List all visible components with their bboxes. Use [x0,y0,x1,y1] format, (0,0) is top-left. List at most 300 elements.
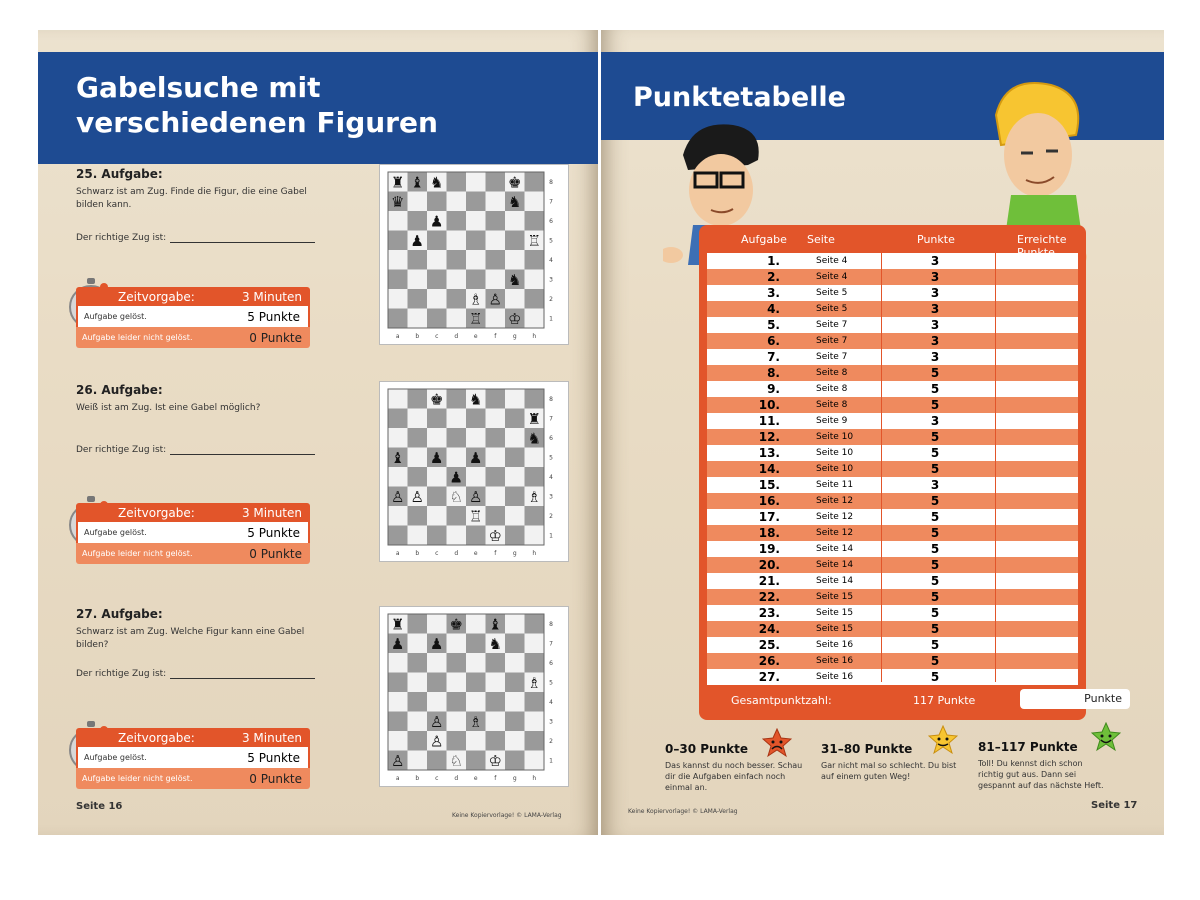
task-points: 3 [930,334,940,348]
file-label: g [512,550,517,557]
chess-piece-icon: ♞ [488,635,502,653]
chess-board-25 [379,164,569,345]
task-points: 5 [930,510,940,524]
board-square [388,409,408,429]
title-line-2: verschiedenen Figuren [76,106,438,139]
task-page: Seite 7 [816,352,848,362]
task-points: 5 [930,382,940,396]
board-square [466,692,486,712]
board-square [525,172,545,192]
task-points: 5 [930,670,940,684]
chess-piece-icon: ♜ [527,410,541,428]
task-page: Seite 5 [816,304,848,314]
task-page: Seite 10 [816,448,854,458]
task-points: 3 [930,286,940,300]
rank-label: 7 [549,640,553,648]
board-square [447,289,467,309]
task-page: Seite 5 [816,288,848,298]
rating-high [978,740,1108,791]
answer-line[interactable] [170,669,315,679]
rank-label: 2 [549,512,553,520]
board-square [388,270,408,290]
task-number: 13. [758,446,780,460]
task-page: Seite 4 [816,256,848,266]
board-square [388,428,408,448]
board-square [427,309,447,329]
board-square [505,467,525,487]
task-number: 21. [758,574,780,588]
achieved-total-field[interactable] [1020,689,1130,709]
board-square [408,250,428,270]
chess-piece-icon: ♗ [469,713,483,731]
board-square [447,712,467,732]
board-square [525,389,545,409]
table-row[interactable] [707,349,1078,365]
rating-range: 0–30 Punkte [665,742,748,756]
page-title: Punktetabelle [633,82,846,113]
board-square [408,270,428,290]
rank-label: 8 [549,178,553,186]
rank-label: 1 [549,757,553,765]
chess-piece-icon: ♚ [449,615,463,634]
unsolved-row[interactable] [76,768,310,789]
table-row[interactable] [707,445,1078,461]
timer-head [76,287,310,306]
board-square [447,409,467,429]
task-27 [76,607,346,652]
column-divider [995,253,996,682]
board-square [525,192,545,212]
board-square [427,487,447,507]
chess-piece-icon: ♟ [430,635,444,653]
rating-range: 31–80 Punkte [821,742,913,756]
board-grid [380,165,570,346]
chess-piece-icon: ♞ [508,271,522,289]
chess-piece-icon: ♙ [410,488,424,506]
table-row[interactable] [707,621,1078,637]
board-square [466,270,486,290]
board-square [408,506,428,526]
board-square [427,428,447,448]
board-square [408,692,428,712]
board-square [486,712,506,732]
task-points: 5 [930,606,940,620]
chess-piece-icon: ♝ [488,615,502,634]
board-square [447,231,467,251]
task-page: Seite 11 [816,480,854,490]
timer-value: 3 Minuten [241,505,302,520]
unsolved-label: Aufgabe leider nicht gelöst. [82,333,193,342]
task-number: 8. [767,366,780,380]
board-square [525,731,545,751]
board-square [408,289,428,309]
solved-row[interactable] [76,522,310,543]
score-rows [707,253,1078,685]
board-square [505,250,525,270]
task-points: 5 [930,526,940,540]
board-square [466,731,486,751]
unsolved-row[interactable] [76,543,310,564]
rank-label: 7 [549,198,553,206]
task-number: 26. [758,654,780,668]
task-26 [76,383,346,415]
answer-line[interactable] [170,445,315,455]
board-square [388,231,408,251]
page-number: Seite 16 [76,801,123,812]
board-square [388,389,408,409]
board-square [486,428,506,448]
table-row[interactable] [707,461,1078,477]
board-square [525,653,545,673]
table-row[interactable] [707,605,1078,621]
rank-label: 8 [549,620,553,628]
rank-label: 4 [549,473,553,481]
board-square [466,467,486,487]
board-square [408,467,428,487]
timer-table [76,287,310,348]
board-square [447,653,467,673]
board-square [447,211,467,231]
board-square [505,712,525,732]
chess-piece-icon: ♞ [430,173,444,192]
file-label: e [473,775,478,782]
board-square [447,692,467,712]
board-square [486,192,506,212]
rank-label: 5 [549,454,553,462]
task-text: Weiß ist am Zug. Ist eine Gabel möglich? [76,403,261,413]
board-square [388,712,408,732]
task-points: 5 [930,430,940,444]
answer-label: Der richtige Zug ist: [76,669,167,679]
file-label: d [454,775,459,782]
rating-text: Toll! Du kennst dich schon richtig gut aus. Dann sei gespannt auf das nächste Heft. [978,759,1104,790]
timer-value: 3 Minuten [241,730,302,745]
task-points: 5 [930,366,940,380]
table-row[interactable] [707,637,1078,653]
task-page: Seite 8 [816,368,848,378]
chess-piece-icon: ♙ [469,488,483,506]
task-number: 19. [758,542,780,556]
chess-piece-icon: ♙ [430,713,444,731]
board-square [466,751,486,771]
rank-label: 3 [549,276,553,284]
solved-value: 5 Punkte [247,309,300,324]
table-row[interactable] [707,365,1078,381]
board-square [388,731,408,751]
rating-text: Gar nicht mal so schlecht. Du bist auf einem guten Weg! [821,761,957,781]
task-points: 5 [930,446,940,460]
chess-piece-icon: ♘ [449,488,463,506]
table-row[interactable] [707,525,1078,541]
board-square [486,653,506,673]
total-value: 117 Punkte [913,694,976,707]
file-label: f [494,775,497,782]
board-square [427,409,447,429]
chess-piece-icon: ♟ [469,449,483,467]
file-label: f [494,550,497,557]
task-number: 14. [758,462,780,476]
chess-piece-icon: ♟ [410,232,424,250]
rating-range: 81–117 Punkte [978,740,1078,754]
task-page: Seite 16 [816,656,854,666]
task-points: 3 [930,478,940,492]
board-square [525,309,545,329]
board-square [427,653,447,673]
table-row[interactable] [707,509,1078,525]
task-page: Seite 8 [816,384,848,394]
answer-field[interactable] [76,669,315,679]
task-points: 5 [930,638,940,652]
board-square [408,192,428,212]
file-label: h [532,333,537,340]
table-row[interactable] [707,269,1078,285]
task-25 [76,167,346,212]
board-square [408,712,428,732]
solved-label: Aufgabe gelöst. [84,312,147,321]
task-number: 23. [758,606,780,620]
unsolved-value: 0 Punkte [249,330,302,345]
copyright-footer: Keine Kopiervorlage! © LAMA-Verlag [628,808,738,815]
file-label: b [415,550,420,557]
board-square [525,270,545,290]
board-square [466,653,486,673]
task-page: Seite 15 [816,624,854,634]
board-square [505,751,525,771]
board-square [447,731,467,751]
task-number: 10. [758,398,780,412]
task-number: 20. [758,558,780,572]
board-square [388,673,408,693]
timer-box-27 [76,727,310,802]
board-square [447,448,467,468]
board-square [505,692,525,712]
task-number: 7. [767,350,780,364]
task-number: 5. [767,318,780,332]
board-square [466,192,486,212]
board-square [447,389,467,409]
board-square [408,634,428,654]
answer-label: Der richtige Zug ist: [76,233,167,243]
board-square [505,634,525,654]
file-label: g [512,333,517,340]
timer-box-26 [76,502,310,577]
task-number: 2. [767,270,780,284]
chess-piece-icon: ♙ [391,488,405,506]
solved-row[interactable] [76,306,310,327]
board-square [486,231,506,251]
answer-line[interactable] [170,233,315,243]
board-square [486,467,506,487]
rank-label: 2 [549,737,553,745]
task-page: Seite 10 [816,432,854,442]
board-square [388,653,408,673]
board-square [486,211,506,231]
board-square [408,751,428,771]
board-square [525,751,545,771]
task-points: 5 [930,558,940,572]
table-row[interactable] [707,333,1078,349]
board-square [408,309,428,329]
board-square [447,428,467,448]
unsolved-row[interactable] [76,327,310,348]
board-square [505,211,525,231]
solved-label: Aufgabe gelöst. [84,528,147,537]
board-square [525,712,545,732]
chess-piece-icon: ♗ [469,290,483,309]
chess-piece-icon: ♗ [527,488,541,506]
rank-label: 1 [549,315,553,323]
board-square [466,614,486,634]
file-label: a [395,775,400,782]
board-square [525,289,545,309]
board-square [505,231,525,251]
task-page: Seite 7 [816,320,848,330]
score-table [699,225,1122,720]
board-square [447,506,467,526]
task-page: Seite 14 [816,544,854,554]
answer-field[interactable] [76,233,315,243]
table-row[interactable] [707,653,1078,669]
board-square [447,192,467,212]
table-row[interactable] [707,573,1078,589]
task-page: Seite 14 [816,576,854,586]
board-square [466,673,486,693]
sad-star-icon [762,728,792,758]
table-row[interactable] [707,317,1078,333]
solved-row[interactable] [76,747,310,768]
chess-piece-icon: ♜ [391,615,405,634]
board-square [505,409,525,429]
board-square [486,270,506,290]
answer-field[interactable] [76,445,315,455]
chess-piece-icon: ♙ [391,752,405,770]
board-square [466,526,486,546]
table-row[interactable] [707,285,1078,301]
table-row[interactable] [707,557,1078,573]
task-page: Seite 12 [816,528,854,538]
board-square [466,409,486,429]
task-number: 12. [758,430,780,444]
column-header: Aufgabe [741,233,787,246]
board-square [466,211,486,231]
table-row[interactable] [707,397,1078,413]
rank-label: 6 [549,659,553,667]
board-square [427,692,447,712]
board-square [427,751,447,771]
board-square [525,692,545,712]
board-square [408,673,428,693]
board-square [427,231,447,251]
board-square [427,289,447,309]
table-row[interactable] [707,381,1078,397]
unsolved-label: Aufgabe leider nicht gelöst. [82,549,193,558]
page-number: Seite 17 [1091,800,1138,811]
table-row[interactable] [707,541,1078,557]
task-page: Seite 15 [816,592,854,602]
task-points: 5 [930,494,940,508]
task-points: 5 [930,398,940,412]
file-label: c [435,550,439,557]
chess-piece-icon: ♞ [469,390,483,409]
task-number: 3. [767,286,780,300]
board-square [486,506,506,526]
timer-table [76,503,310,564]
chess-piece-icon: ♔ [488,527,502,545]
task-text: Schwarz ist am Zug. Finde die Figur, die eine Gabel bilden kann. [76,187,307,210]
board-square [486,731,506,751]
task-page: Seite 16 [816,672,854,682]
task-points: 5 [930,462,940,476]
board-square [447,526,467,546]
board-square [427,250,447,270]
column-divider [881,253,882,682]
board-square [427,270,447,290]
board-square [486,692,506,712]
task-points: 3 [930,302,940,316]
task-page: Seite 12 [816,512,854,522]
chess-piece-icon: ♝ [391,449,405,467]
task-page: Seite 7 [816,336,848,346]
board-square [505,448,525,468]
table-row[interactable] [707,253,1078,269]
chess-piece-icon: ♚ [430,390,444,409]
board-square [466,250,486,270]
table-row[interactable] [707,429,1078,445]
table-row[interactable] [707,477,1078,493]
task-number: 1. [767,254,780,268]
solved-value: 5 Punkte [247,750,300,765]
board-square [388,250,408,270]
table-row[interactable] [707,589,1078,605]
page-title [76,70,438,140]
table-row[interactable] [707,493,1078,509]
table-row[interactable] [707,301,1078,317]
board-square [486,172,506,192]
total-label: Gesamtpunktzahl: [731,694,832,707]
happy-star-icon [1091,722,1121,752]
table-row[interactable] [707,413,1078,429]
board-square [388,692,408,712]
board-square [388,467,408,487]
board-grid [380,607,570,788]
board-square [486,673,506,693]
task-number: 11. [758,414,780,428]
board-grid [380,382,570,563]
board-square [525,526,545,546]
file-label: g [512,775,517,782]
chess-piece-icon: ♞ [508,193,522,211]
board-square [525,634,545,654]
chess-board-27 [379,606,569,787]
board-square [408,448,428,468]
task-points: 5 [930,542,940,556]
file-label: b [415,333,420,340]
board-square [427,526,447,546]
board-square [427,506,447,526]
file-label: b [415,775,420,782]
task-points: 3 [930,318,940,332]
timer-table [76,728,310,789]
rank-label: 5 [549,679,553,687]
rank-label: 3 [549,493,553,501]
board-square [447,673,467,693]
board-square [486,250,506,270]
achieved-total-suffix: Punkte [1084,692,1122,705]
board-square [505,731,525,751]
board-square [505,526,525,546]
rank-label: 4 [549,256,553,264]
task-heading: 26. Aufgabe: [76,383,163,397]
